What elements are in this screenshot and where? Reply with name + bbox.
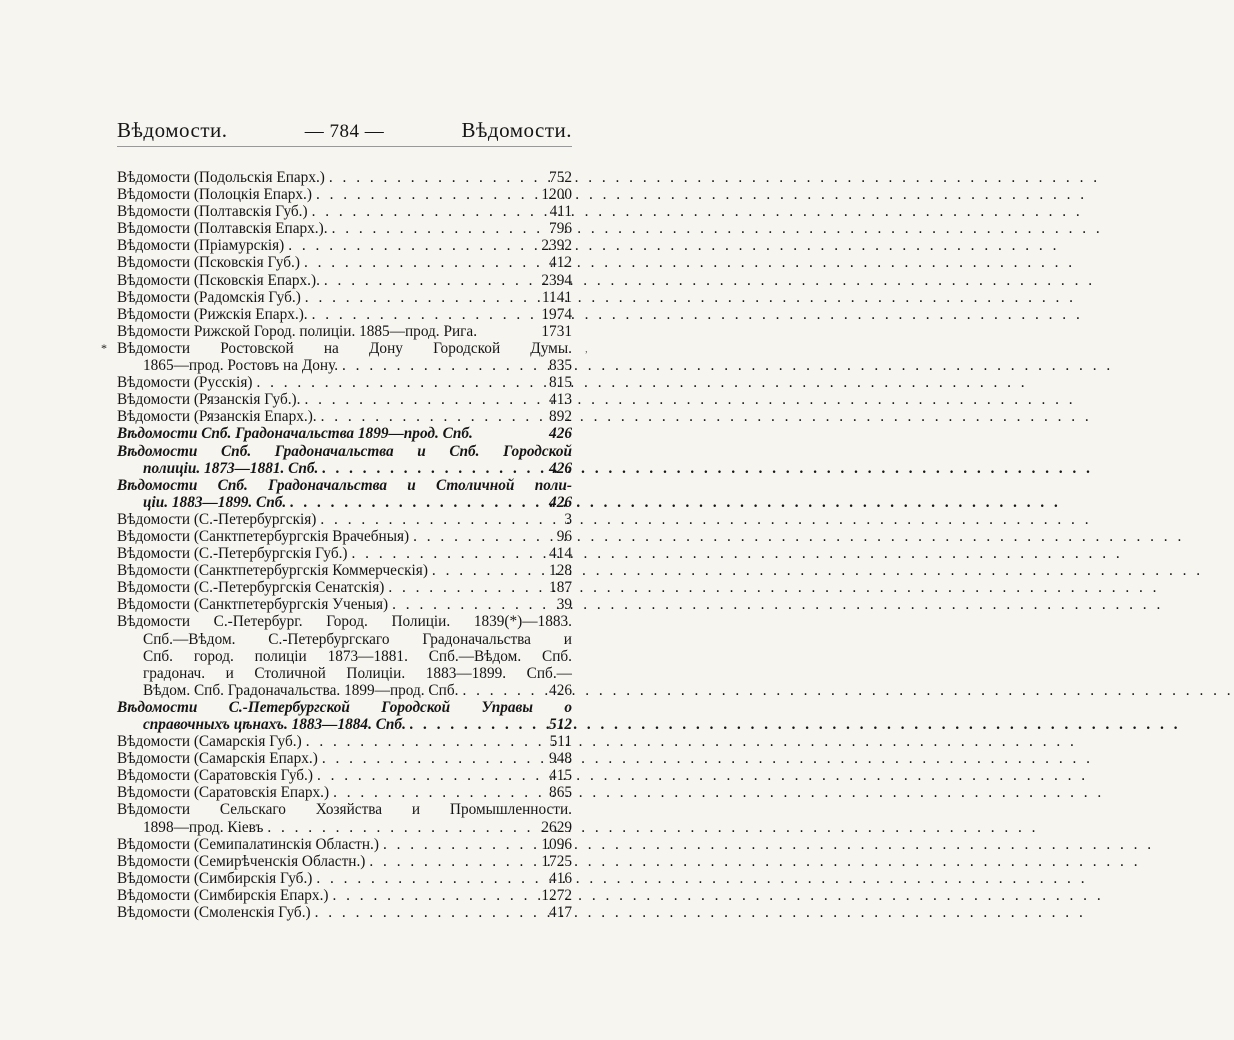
entry-number: 426 (549, 681, 572, 699)
index-entry (117, 784, 572, 801)
entry-line (117, 648, 572, 665)
entry-title: Вѣдомости (Семипалатинскія Областн.) (117, 835, 379, 853)
entry-word: С.-Петербург. (213, 613, 303, 631)
entry-number: 426 (549, 425, 572, 443)
index-entry (117, 272, 572, 289)
dot-leader (316, 511, 534, 528)
entry-line (117, 169, 572, 186)
entry-line (117, 443, 572, 460)
entry-number: 1200 (541, 186, 572, 204)
index-entry (117, 391, 572, 408)
index-entry (117, 733, 572, 750)
entry-line (117, 237, 572, 254)
entry-title: Вѣдомости (Санктпетербургскія Ученыя) (117, 596, 389, 614)
entry-word: градонач. (143, 664, 206, 682)
header-left-title: Вѣдомости. (117, 118, 228, 142)
index-entry (101, 339, 588, 375)
entry-word: Спб. (143, 647, 173, 665)
index-entry (117, 186, 572, 203)
index-entry (117, 323, 572, 340)
entry-number: 2394 (541, 271, 572, 289)
entry-number: 2629 (541, 818, 572, 836)
entry-line (117, 665, 572, 682)
entry-line (117, 494, 572, 511)
index-entry (117, 904, 572, 921)
entry-line (117, 186, 572, 203)
entry-title: Вѣдомости (С.-Петербургскія Губ.) (117, 545, 348, 563)
dot-leader (325, 169, 534, 186)
entry-line (117, 306, 572, 323)
dot-leader (379, 836, 534, 853)
index-entry (117, 767, 572, 784)
entry-title: Вѣдомости (Полоцкія Епарх.) (117, 186, 312, 204)
entry-number: 511 (549, 733, 572, 751)
entry-number: 413 (549, 391, 572, 409)
index-entry (117, 203, 572, 220)
index-entry (117, 545, 572, 562)
dot-leader (384, 579, 534, 596)
entry-line (117, 357, 572, 374)
entry-title: Вѣдомости (С.-Петербургскія Сенатскія) (117, 579, 385, 597)
entry-word: Сельскаго (219, 801, 286, 819)
entry-line (117, 870, 572, 887)
entry-line (117, 579, 572, 596)
dot-leader (301, 289, 534, 306)
dot-leader (329, 887, 535, 904)
entry-word: Ростовской (220, 339, 294, 357)
entry-line (117, 289, 572, 306)
entry-word: Вѣдомости (117, 801, 191, 819)
entry-title: Вѣдомости (Полтавскія Губ.) (117, 203, 308, 221)
entry-number: 1725 (541, 852, 572, 870)
entry-title: 1898—прод. Кіевъ (143, 818, 264, 836)
index-entry (117, 443, 572, 477)
entry-number: 512 (549, 716, 572, 733)
entry-line (117, 425, 572, 442)
dot-leader (317, 408, 534, 425)
entry-number: 948 (549, 750, 572, 768)
entry-title: Вѣдомости (Симбирскія Епарх.) (117, 886, 329, 904)
entry-word: и (411, 801, 421, 819)
index-entry (117, 477, 572, 511)
entry-word: Столичной (436, 476, 515, 494)
entry-line (117, 545, 572, 562)
entry-title: Вѣдомости (Санктпетербургскія Врачебныя) (117, 527, 410, 545)
entry-word: Спб. (220, 442, 252, 460)
index-entry (117, 870, 572, 887)
entry-number: 752 (549, 169, 572, 186)
entry-word: Думы. (530, 339, 572, 357)
entry-number: 39 (556, 596, 572, 614)
index-entry (117, 289, 572, 306)
entry-number: 3 (564, 510, 572, 528)
entry-title: Вѣдомости (Псковскія Губ.) (117, 254, 300, 272)
entry-line (117, 801, 572, 818)
dot-leader (311, 904, 534, 921)
entry-line (117, 836, 572, 853)
entry-word: Городской (433, 339, 501, 357)
dot-leader (365, 853, 534, 870)
entry-title: Вѣдомости (Саратовскія Губ.) (117, 767, 313, 785)
entry-word: и (407, 476, 416, 494)
entry-title: Вѣдомости Рижской Город. полиціи. 1885—прод. Рига. (117, 322, 478, 340)
entry-number: 411 (549, 203, 572, 221)
entry-word: и (225, 664, 234, 682)
entry-word: 1883—1899. (425, 664, 507, 682)
entry-number: 1096 (541, 835, 572, 853)
entry-line (117, 203, 572, 220)
entry-line (117, 784, 572, 801)
entry-word: о (564, 698, 572, 716)
index-entry (117, 511, 572, 528)
entry-line (117, 323, 572, 340)
dot-leader (284, 237, 534, 254)
entry-number: 1141 (541, 288, 572, 306)
entry-word: полиціи (254, 647, 307, 665)
entry-word: Спб. (217, 476, 248, 494)
entry-title: Вѣдомости (Полтавскія Епарх.). (117, 220, 328, 238)
entry-title: Вѣдомости (Семирѣченскія Областн.) (117, 852, 366, 870)
entry-title: Вѣдомости (Пріамурскія) (117, 237, 285, 255)
index-entry (117, 528, 572, 545)
entry-line (117, 853, 572, 870)
dot-leader (300, 254, 534, 271)
entry-title: Вѣдомости (Рязанскія Губ.). (117, 391, 301, 409)
dot-leader (263, 819, 534, 836)
entry-line (117, 716, 572, 733)
index-entry (117, 254, 572, 271)
entry-title: Вѣдомости (Русскія) (117, 374, 253, 392)
entry-line (117, 272, 572, 289)
index-entry (117, 750, 572, 767)
entry-line (117, 596, 572, 613)
entry-word: Вѣдомости (117, 476, 198, 494)
entry-line (117, 220, 572, 237)
entry-title: Вѣдомости (Подольскія Епарх.) (117, 169, 325, 186)
entry-word: Полиціи. (346, 664, 406, 682)
entry-word: Дону (368, 339, 403, 357)
dot-leader (428, 562, 534, 579)
entry-line (117, 887, 572, 904)
page-number: — 784 — (304, 121, 385, 142)
entry-number: 892 (549, 408, 572, 426)
entry-title: Вѣдомости (Псковскія Епарх.). (117, 271, 320, 289)
entry-title: Вѣдомости (Рижскія Епарх.). (117, 305, 308, 323)
entry-title: Вѣдомости (Самарскія Губ.) (117, 733, 302, 751)
entry-title: Вѣдомости Спб. Градоначальства 1899—прод. Спб. (117, 425, 473, 443)
entry-word: Управы (481, 698, 533, 716)
entry-number: 415 (549, 767, 572, 785)
entry-word: Городской (381, 698, 451, 716)
dot-leader (312, 870, 534, 887)
entry-word: поли- (534, 476, 572, 494)
entry-line (117, 767, 572, 784)
entry-title: Вѣдомости (Рязанскія Епарх.). (117, 408, 317, 426)
dot-leader (312, 186, 534, 203)
entry-number: 187 (549, 579, 572, 597)
dot-leader (348, 545, 534, 562)
entry-line (117, 750, 572, 767)
index-entry (117, 562, 572, 579)
entry-line (117, 733, 572, 750)
entry-title: 1865—прод. Ростовъ на Дону. (143, 357, 339, 375)
index-entry (117, 836, 572, 853)
entry-title: Вѣдомости (Санктпетербургскія Коммерческія) (117, 562, 428, 580)
entry-title: Вѣдомости (С.-Петербургскія) (117, 510, 317, 528)
header-right-title: Вѣдомости. (461, 118, 572, 142)
entry-word: Спб. (542, 647, 572, 665)
entry-word: Спб.—Вѣдом. (428, 647, 522, 665)
entry-title: полиціи. 1873—1881. Спб. (143, 459, 319, 477)
dot-leader (409, 528, 534, 545)
entry-word: Спб.— (526, 664, 572, 682)
entry-title: Вѣдомости (Смоленскія Губ.) (117, 904, 311, 922)
entry-word: и (417, 442, 426, 460)
entry-word: на (323, 339, 339, 357)
entry-number: 426 (549, 493, 572, 511)
entry-word: Городской (503, 442, 572, 460)
margin-edge-mark: ‚ (584, 343, 588, 355)
entry-word: Хозяйства (315, 801, 383, 819)
dot-leader (318, 750, 534, 767)
dot-leader (300, 391, 534, 408)
dot-leader (252, 374, 534, 391)
index-entry (117, 169, 572, 186)
dot-leader (320, 272, 534, 289)
entry-word: город. (193, 647, 234, 665)
entry-word: С.-Петербургской (228, 698, 350, 716)
entry-title: Вѣдомости (Самарскія Епарх.) (117, 750, 318, 768)
index-list (101, 169, 588, 922)
dot-leader (308, 306, 534, 323)
entry-word: Полиціи. (391, 613, 451, 631)
dot-leader (313, 767, 534, 784)
entry-number: 2392 (541, 237, 572, 255)
entry-number: 414 (549, 545, 572, 563)
dot-leader (329, 784, 534, 801)
entry-line (117, 528, 572, 545)
entry-word: Градоначальства (422, 630, 531, 648)
entry-line (117, 904, 572, 921)
dot-leader (308, 203, 534, 220)
entry-line (117, 511, 572, 528)
dot-leader (406, 716, 534, 733)
entry-word: и (563, 630, 572, 648)
index-entry (117, 887, 572, 904)
dot-leader (338, 357, 534, 374)
dot-leader (302, 733, 534, 750)
entry-word: Вѣдомости (117, 613, 191, 631)
index-entry (117, 699, 572, 733)
dot-leader (458, 682, 534, 699)
entry-title: Вѣдомости (Радомскія Губ.) (117, 288, 301, 306)
index-entry (117, 579, 572, 596)
entry-number: 796 (549, 220, 572, 238)
entry-line (117, 391, 572, 408)
entry-number: 1272 (541, 886, 572, 904)
entry-line (117, 460, 572, 477)
index-entry (117, 801, 572, 835)
entry-line (117, 699, 572, 716)
entry-number: 815 (549, 374, 572, 392)
index-entry (117, 613, 572, 698)
entry-word: 1873—1881. (327, 647, 408, 665)
running-header (117, 118, 572, 143)
entry-number: 412 (549, 254, 572, 272)
entry-line (117, 374, 572, 391)
header-rule (117, 146, 572, 147)
entry-title: Вѣдомости (Саратовскія Епарх.) (117, 784, 330, 802)
entry-line (117, 477, 572, 494)
entry-word: Вѣдомости (117, 442, 198, 460)
entry-word: Столичной (254, 664, 326, 682)
index-entry (117, 374, 572, 391)
entry-word: Город. (326, 613, 368, 631)
index-entry (117, 220, 572, 237)
dot-leader (388, 596, 534, 613)
entry-line (117, 562, 572, 579)
entry-title: Вѣдомости (Симбирскія Губ.) (117, 869, 313, 887)
entry-number: 426 (549, 459, 572, 477)
entry-word: Промышленности. (449, 801, 572, 819)
entry-number: 96 (556, 527, 572, 545)
dot-leader (318, 460, 534, 477)
entry-word: 1839(*)—1883. (473, 613, 572, 631)
entry-line (117, 613, 572, 630)
entry-title: справочныхъ цѣнахъ. 1883—1884. Спб. (143, 716, 406, 733)
entry-number: 1731 (541, 322, 572, 340)
entry-word: Градоначальства (268, 476, 387, 494)
index-entry (117, 408, 572, 425)
index-entry (117, 596, 572, 613)
index-entry (117, 853, 572, 870)
entry-number: 865 (549, 784, 572, 802)
entry-title: ціи. 1883—1899. Спб. (143, 493, 287, 511)
dot-leader (286, 494, 534, 511)
index-entry (117, 306, 572, 323)
entry-number: 416 (549, 869, 572, 887)
entry-word: Вѣдомости (117, 339, 191, 357)
index-entry (117, 237, 572, 254)
entry-word: Спб.—Вѣдом. (143, 630, 236, 648)
entry-title: Вѣдом. Спб. Градоначальства. 1899—прод. Спб. (143, 681, 459, 699)
index-entry (117, 425, 572, 442)
entry-line (117, 254, 572, 271)
entry-number: 417 (549, 904, 572, 922)
entry-number: 1974 (541, 305, 572, 323)
entry-word: С.-Петербургскаго (268, 630, 390, 648)
margin-asterisk-mark: * (101, 340, 107, 355)
dot-leader (328, 220, 534, 237)
entry-word: Градоначальства (274, 442, 394, 460)
entry-line (117, 340, 572, 357)
entry-line (117, 819, 572, 836)
entry-number: 128 (549, 562, 572, 580)
entry-number: 835 (549, 357, 572, 375)
entry-word: Спб. (449, 442, 480, 460)
entry-word: Вѣдомости (117, 698, 198, 716)
entry-line (117, 408, 572, 425)
entry-line (117, 682, 572, 699)
entry-line (117, 631, 572, 648)
